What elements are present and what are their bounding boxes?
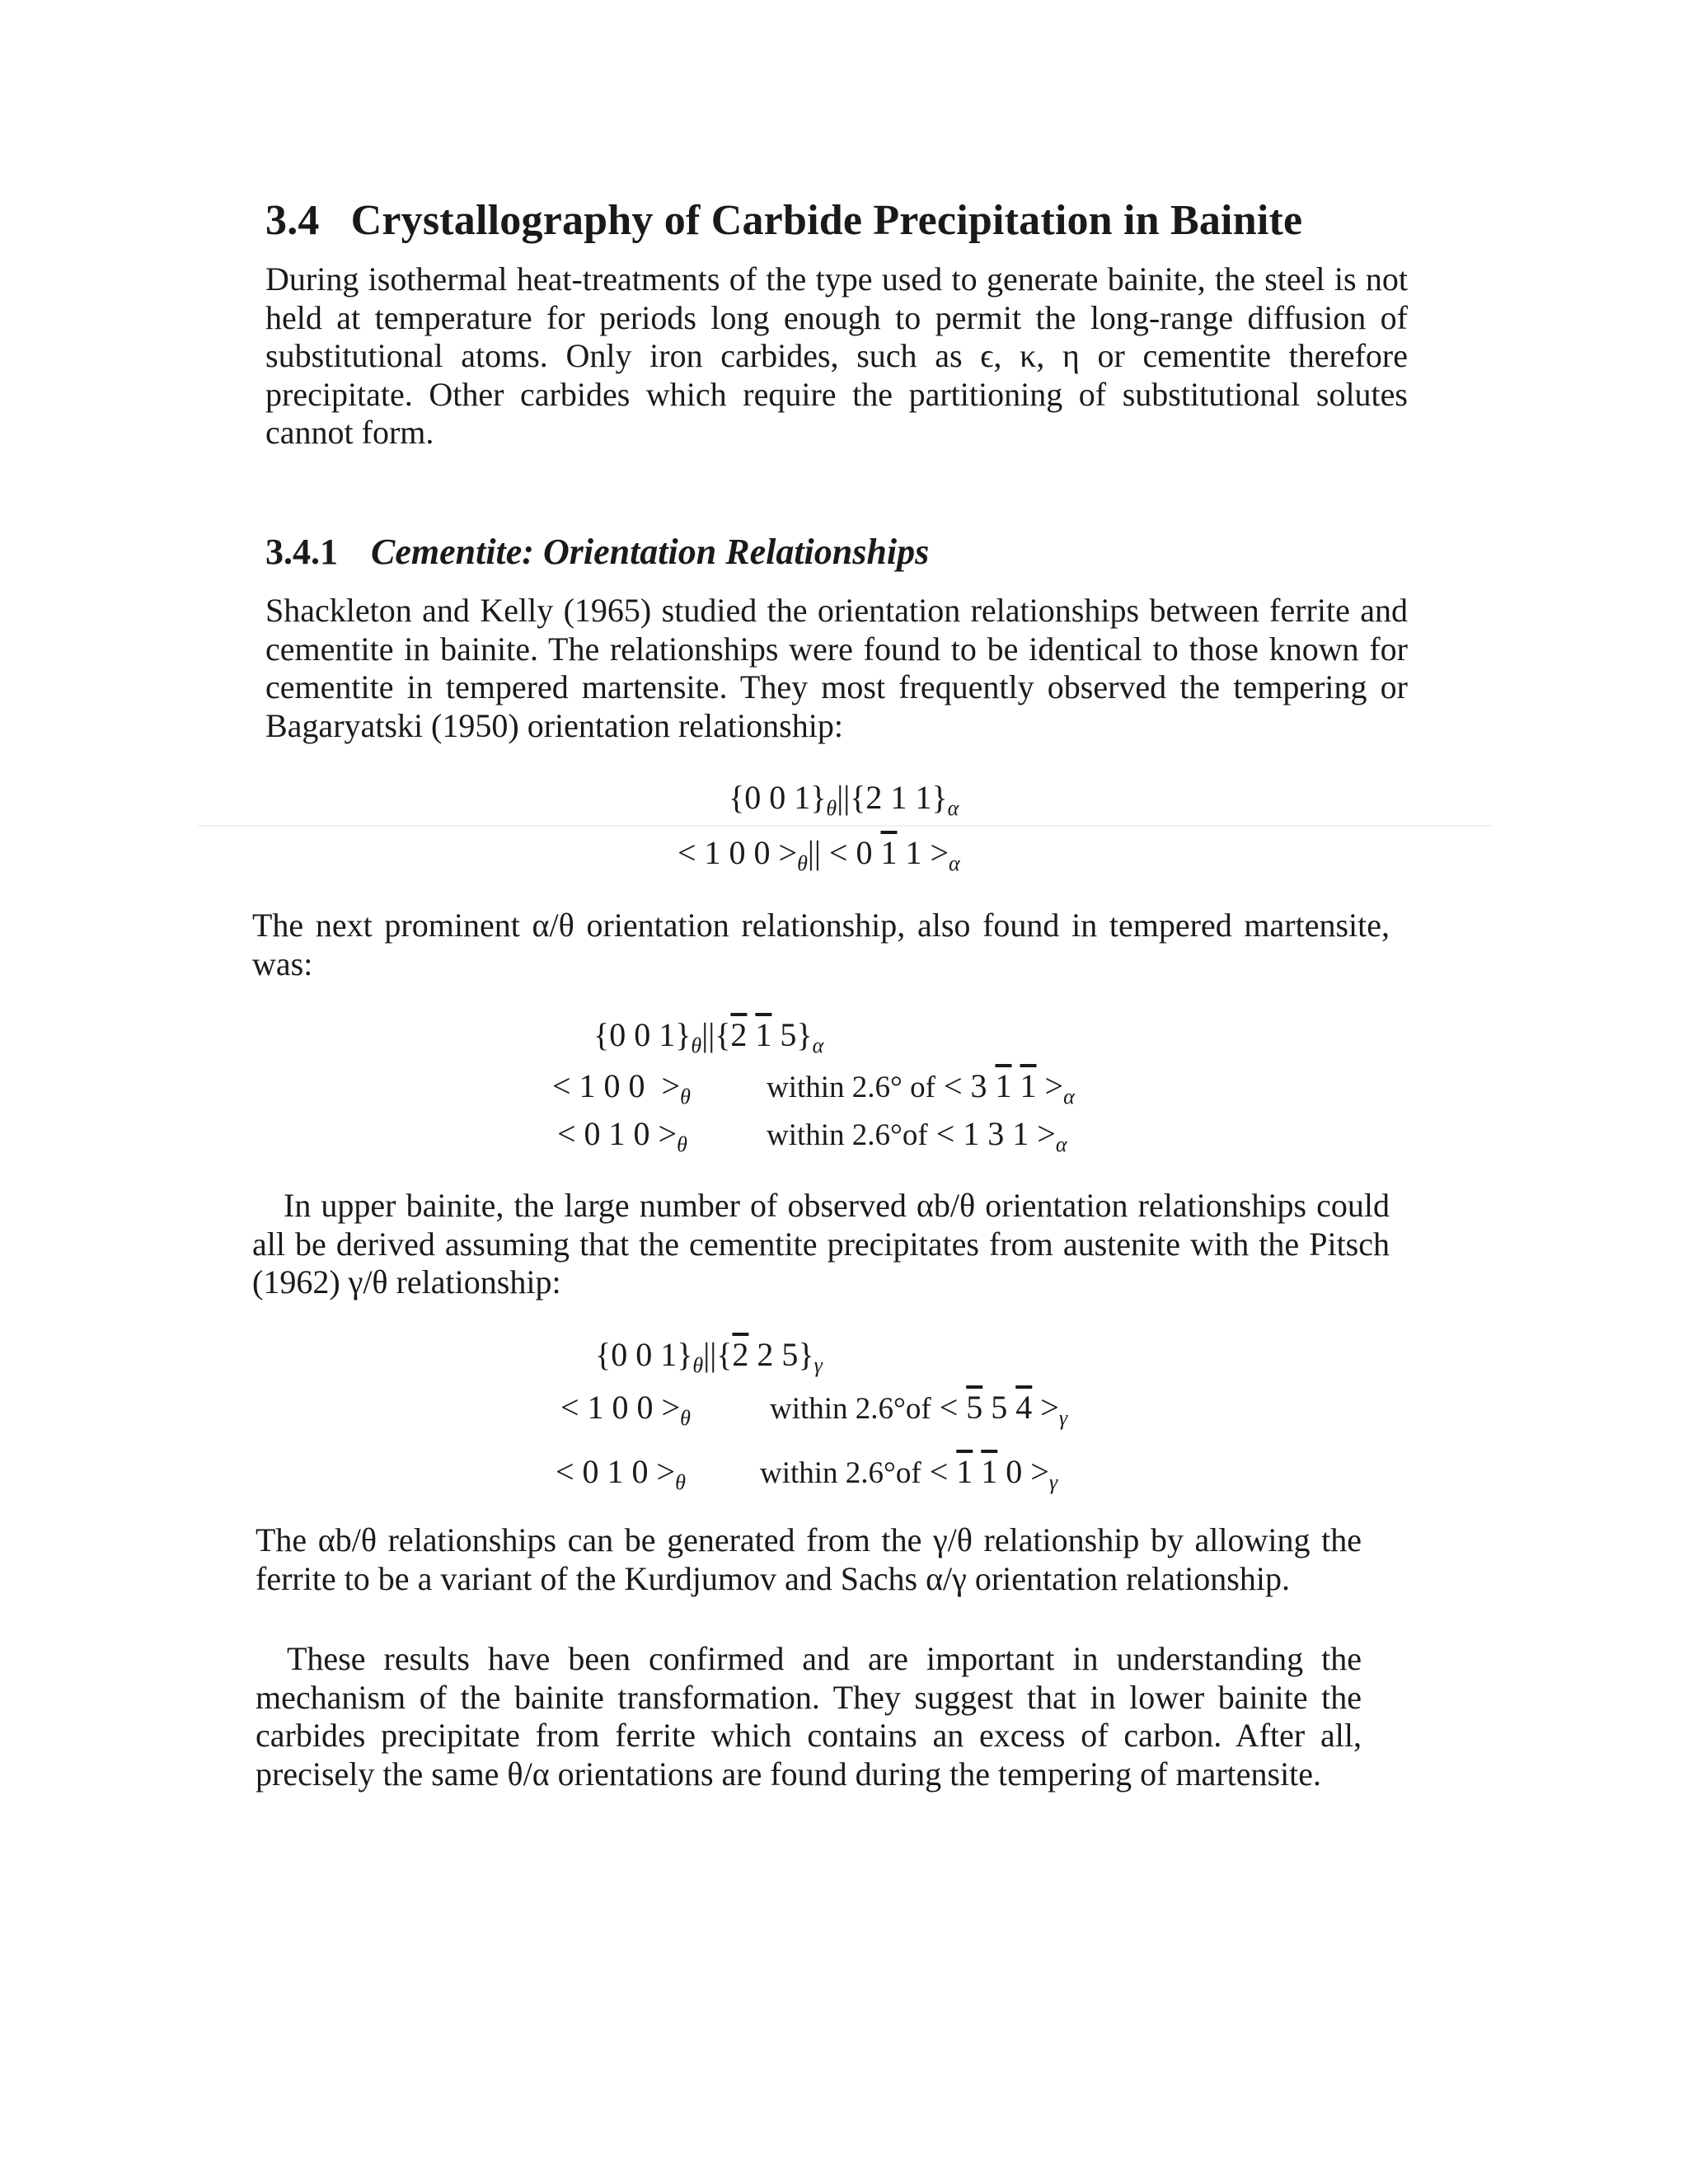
scan-line: [198, 825, 1492, 827]
equation-pitsch-plane: {0 0 $1\}_\theta||\{2$ 2 $5\}_\gamma$: [595, 1336, 823, 1377]
equation-second-plane: {0 0 $1\}_\theta||\{2$ 1 $5\}_\alpha$: [593, 1016, 824, 1057]
paragraph-shackleton: Shackleton and Kelly (1965) studied the orientation relationships between ferrite and cementite in bainite. The relationships were found to be identical to those known for cementite in tempered martensite. They most frequently observed the tempering or Bagaryatski (1950) orientation relationship:: [265, 592, 1408, 744]
equation-second-dir1-left: < 1 0 $0 >_\theta$: [552, 1067, 691, 1108]
paragraph-kurdjumov-sachs: The αb/θ relationships can be generated from the γ/θ relationship by allowing the ferrite to be a variant of the Kurdjumov and Sachs α/γ orientation relationship.: [256, 1521, 1362, 1597]
paragraph-upper-bainite: In upper bainite, the large number of observed αb/θ orientation relationships could all be derived assuming that the cementite precipitates from austenite with the Pitsch (1962) γ/θ relationship:: [252, 1187, 1390, 1301]
equation-bagaryatski-plane: {0 0 $1\}_\theta||\{2$ 1 $1\}_\alpha$: [729, 779, 959, 820]
equation-second-dir1-right: within 2.6° of < 3 1 $1 >_\alpha$: [767, 1067, 1075, 1108]
paragraph-next-relationship: The next prominent α/θ orientation relationship, also found in tempered martensite, was:: [252, 907, 1390, 982]
section-number: 3.4: [265, 197, 320, 244]
equation-pitsch-dir1-left: < 1 0 $0 >_\theta$: [560, 1389, 691, 1430]
subsection-heading: [265, 531, 929, 573]
equation-pitsch-dir1-right: within 2.6°of < 5 5 $4 >_\gamma$: [770, 1389, 1068, 1430]
section-title: Crystallography of Carbide Precipitation in Bainite: [350, 197, 1303, 244]
equation-pitsch-dir2-right: within 2.6°of < 1 1 $0 >_\gamma$: [760, 1453, 1058, 1494]
paragraph-conclusion: These results have been confirmed and are important in understanding the mechanism of the bainite transformation. They suggest that in lower bainite the carbides precipitate from ferrite which contains an excess of carbon. After all, precisely the same θ/α orientations are found during the tempering of martensite.: [256, 1640, 1362, 1793]
paragraph-intro: During isothermal heat-treatments of the type used to generate bainite, the steel is not held at temperature for periods long enough to permit the long-range diffusion of substitutional atoms. Only iron carbides, such as ϵ, κ, η or cementite therefore precipitate. Other carbides which require the partitioning of substitutional solutes cannot form.: [265, 260, 1408, 451]
equation-second-dir2-right: within 2.6°of < 1 3 $1 >_\alpha$: [767, 1115, 1067, 1156]
equation-second-dir2-left: < 0 1 $0 >_\theta$: [557, 1115, 687, 1156]
equation-bagaryatski-direction: < 1 0 $0 >_\theta|| < 0$ 1 $1 >_\alpha$: [678, 834, 960, 875]
section-heading: [265, 196, 1302, 245]
subsection-title: Cementite: Orientation Relationships: [371, 532, 930, 572]
subsection-number: 3.4.1: [265, 532, 338, 572]
equation-pitsch-dir2-left: < 0 1 $0 >_\theta$: [556, 1453, 686, 1494]
